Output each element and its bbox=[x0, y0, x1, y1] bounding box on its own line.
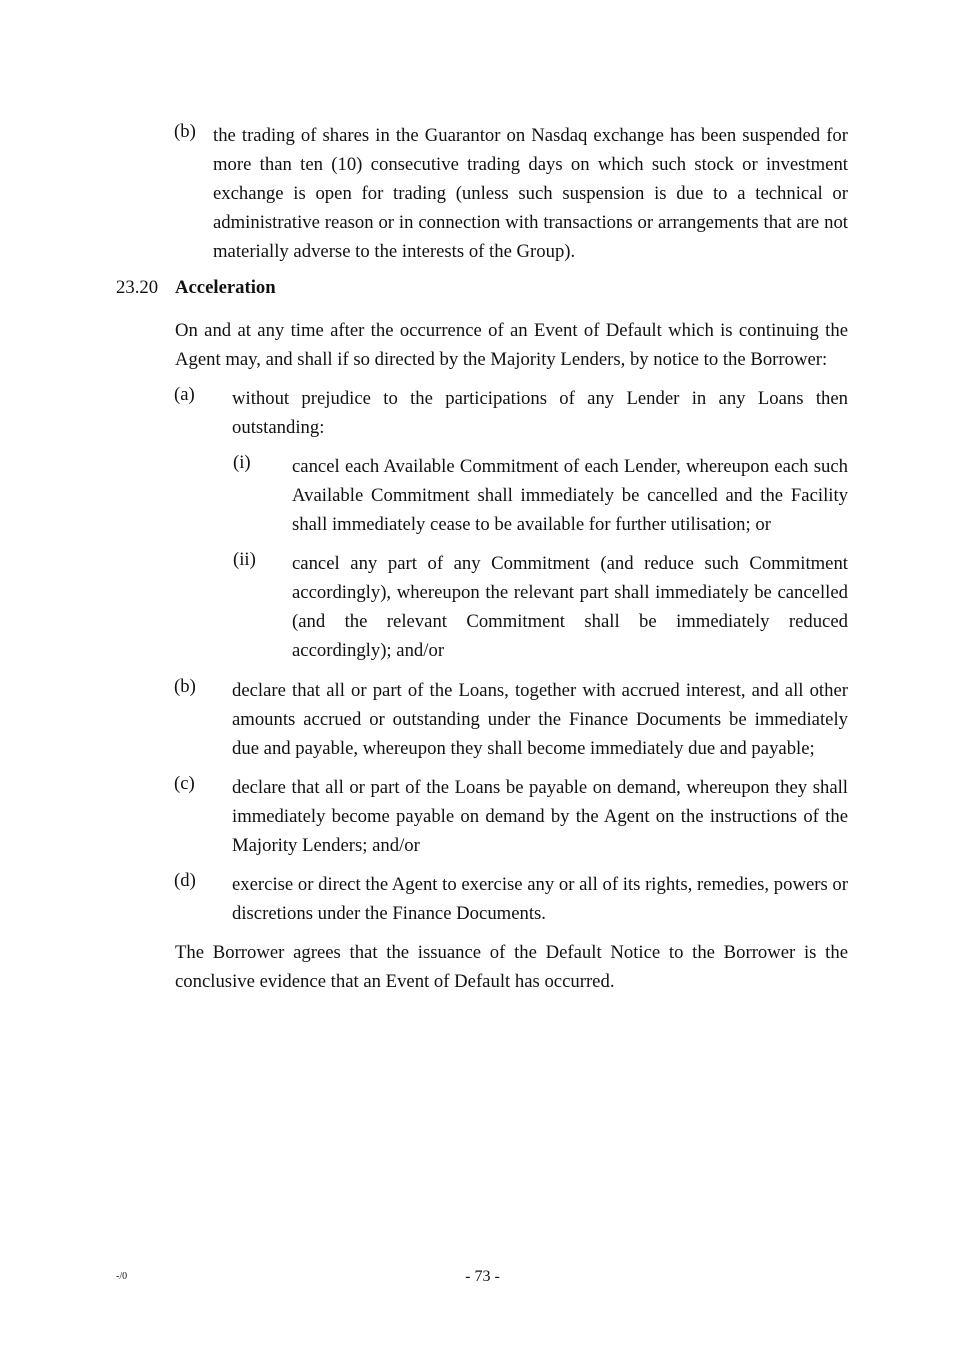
item-d-text: exercise or direct the Agent to exercise any or all of its rights, remedies, powers or discretions under the Finance Documents. bbox=[232, 874, 848, 924]
item-c-label: (c) bbox=[174, 773, 195, 794]
closing-paragraph: The Borrower agrees that the issuance of the Default Notice to the Borrower is the conclusive evidence that an Event of Default has occurred. bbox=[175, 942, 848, 992]
footer-reference: -/0 bbox=[116, 1271, 128, 1282]
item-b-label: (b) bbox=[174, 676, 196, 697]
item-a-ii-text: cancel any part of any Commitment (and reduce such Commitment accordingly), whereupon the relevant part shall immediately be cancelled (and the relevant Commitment shall be immediately reduced accordingly); and/or bbox=[292, 553, 848, 661]
item-b-top-label: (b) bbox=[174, 121, 196, 142]
item-a-label: (a) bbox=[174, 384, 195, 405]
item-c-text: declare that all or part of the Loans be payable on demand, whereupon they shall immediately become payable on demand by the Agent on the instructions of the Majority Lenders; and/or bbox=[232, 777, 848, 856]
item-b-top-text: the trading of shares in the Guarantor on Nasdaq exchange has been suspended for more than ten (10) consecutive trading days on which such stock or investment exchange is open for trading (unless such suspension is due to a technical or administrative reason or in connection with transactions or arrangements that are not materially adverse to the interests of the Group). bbox=[213, 125, 848, 262]
item-a-ii-label: (ii) bbox=[233, 549, 256, 570]
item-a-i-text: cancel each Available Commitment of each Lender, whereupon each such Available Commitment shall immediately be cancelled and the Facility shall immediately cease to be available for further utilisation; or bbox=[292, 456, 848, 535]
item-b-text: declare that all or part of the Loans, together with accrued interest, and all other amounts accrued or outstanding under the Finance Documents be immediately due and payable, whereupon they shall become immediately due and payable; bbox=[232, 680, 848, 759]
section-number: 23.20 bbox=[116, 277, 159, 298]
item-d-label: (d) bbox=[174, 870, 196, 891]
section-intro: On and at any time after the occurrence of an Event of Default which is continuing the Agent may, and shall if so directed by the Majority Lenders, by notice to the Borrower: bbox=[175, 320, 848, 370]
section-title: Acceleration bbox=[175, 277, 276, 298]
item-a-i-label: (i) bbox=[233, 452, 251, 473]
page-number: - 73 - bbox=[465, 1268, 500, 1285]
item-a-text: without prejudice to the participations of any Lender in any Loans then outstanding: bbox=[232, 388, 848, 438]
